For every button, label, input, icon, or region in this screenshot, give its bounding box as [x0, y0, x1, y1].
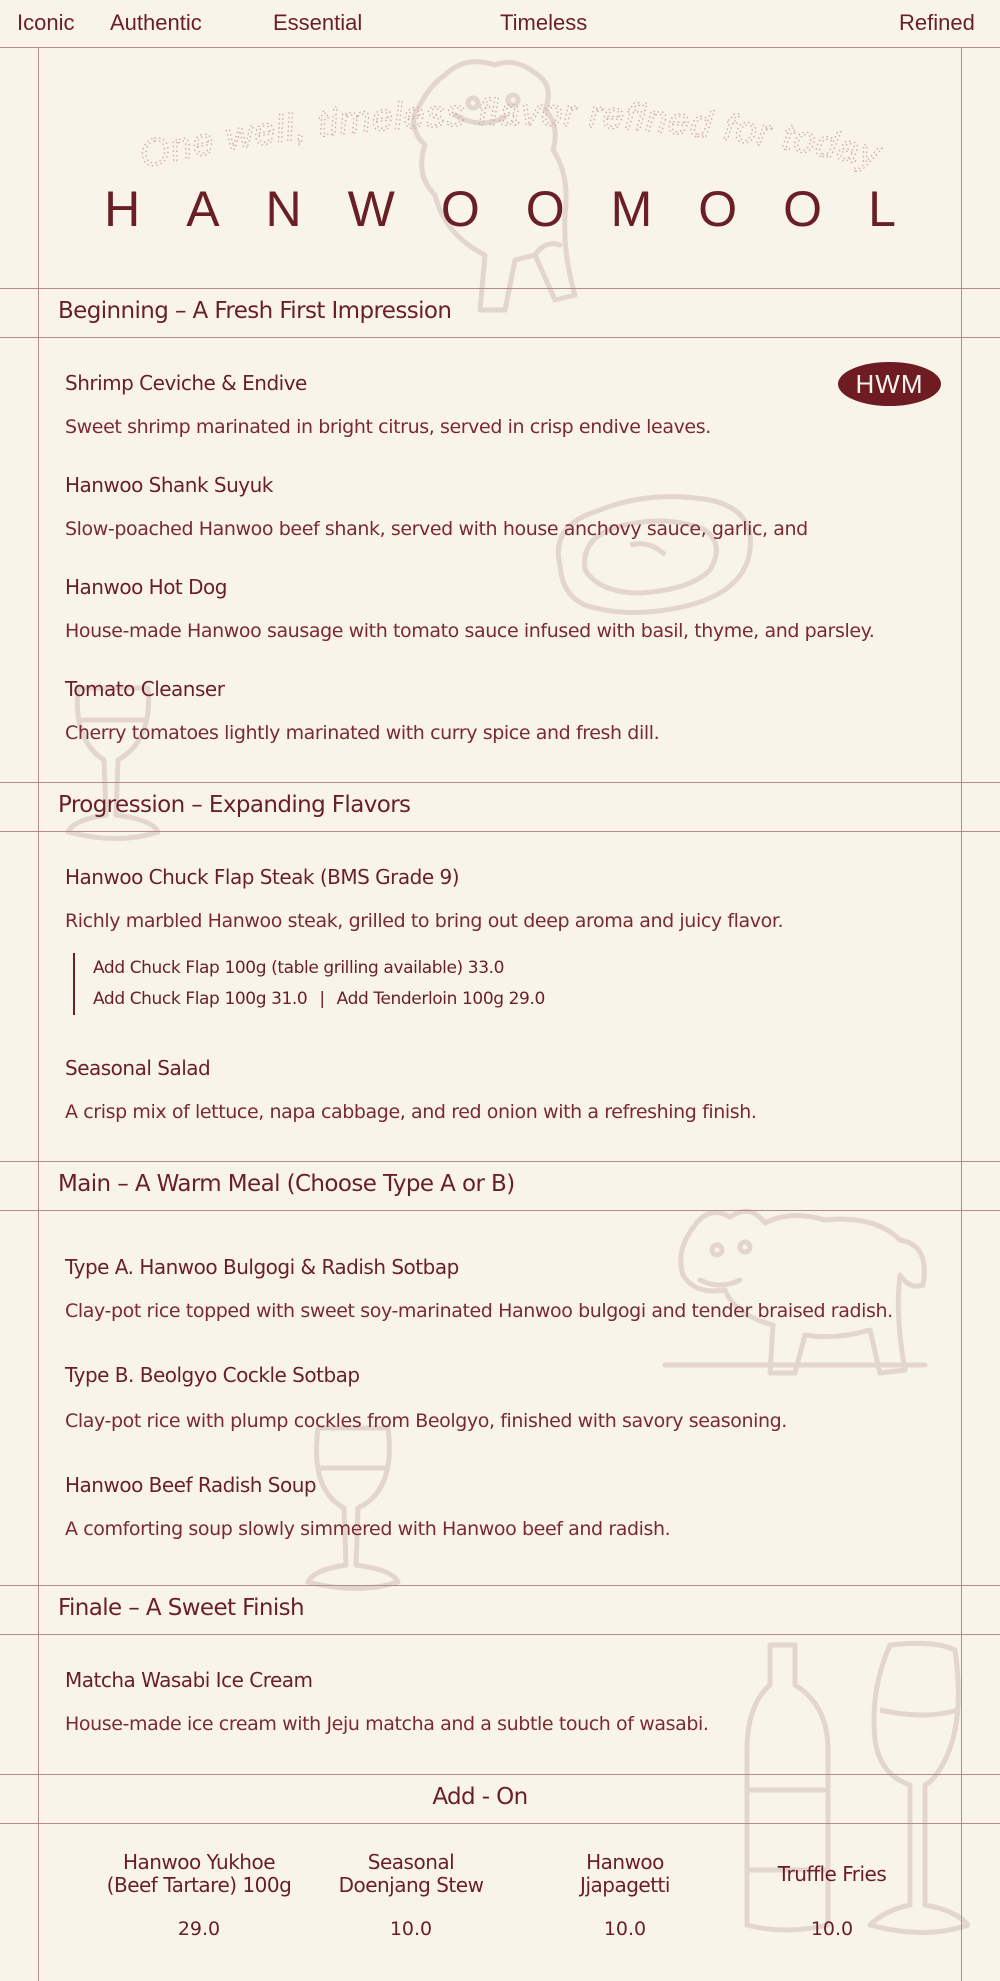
item-desc: Sweet shrimp marinated in bright citrus, served in crisp endive leaves. — [65, 416, 711, 438]
item-desc: A comforting soup slowly simmered with Hanwoo beef and radish. — [65, 1518, 671, 1540]
item-name: Type B. Beolgyo Cockle Sotbap — [65, 1363, 360, 1387]
addon-item — [732, 1850, 932, 1940]
addon-item-name: Hanwoo Yukhoe (Beef Tartare) 100g — [106, 1850, 292, 1897]
addon-line-2 — [93, 984, 545, 1015]
svg-text:One well, timeless flavor refi — [136, 92, 885, 177]
nav-timeless: Timeless — [500, 10, 588, 35]
section-title-beginning: Beginning – A Fresh First Impression — [58, 298, 452, 324]
addon-item-name: Hanwoo Jjapagetti — [580, 1850, 670, 1897]
steak-illustration — [540, 485, 760, 625]
section-title-progression: Progression – Expanding Flavors — [58, 792, 411, 818]
section-title-main: Main – A Warm Meal (Choose Type A or B) — [58, 1171, 515, 1197]
tagline-arc — [120, 70, 900, 190]
addon-separator: | — [319, 989, 325, 1009]
brand-title: HANWOOMOOL — [104, 181, 942, 237]
item-desc: Cherry tomatoes lightly marinated with curry spice and fresh dill. — [65, 722, 660, 744]
item-desc: House-made Hanwoo sausage with tomato sauce infused with basil, thyme, and parsley. — [65, 620, 875, 642]
top-nav — [0, 0, 1000, 48]
nav-essential: Essential — [273, 10, 363, 35]
nav-authentic: Authentic — [110, 10, 202, 35]
addon-item — [99, 1850, 299, 1940]
addon-item-price: 10.0 — [603, 1918, 647, 1940]
section-title-addon: Add - On — [432, 1784, 528, 1810]
wine-glass-illustration-2 — [298, 1420, 408, 1600]
item-name: Hanwoo Shank Suyuk — [65, 473, 273, 497]
item-desc: Clay-pot rice with plump cockles from Beolgyo, finished with savory seasoning. — [65, 1410, 787, 1432]
item-name: Hanwoo Chuck Flap Steak (BMS Grade 9) — [65, 865, 460, 889]
tagline-text: One well, timeless flavor refined for today — [135, 91, 885, 177]
item-desc: Richly marbled Hanwoo steak, grilled to bring out deep aroma and juicy flavor. — [65, 910, 784, 932]
item-name: Tomato Cleanser — [65, 677, 225, 701]
bull-illustration — [655, 1195, 935, 1380]
nav-iconic: Iconic — [17, 10, 75, 35]
hwm-badge: HWM — [838, 362, 941, 406]
nav-refined: Refined — [899, 10, 975, 35]
addon-line-1: Add Chuck Flap 100g (table grilling available) 33.0 — [93, 958, 505, 978]
item-name: Hanwoo Beef Radish Soup — [65, 1473, 317, 1497]
item-name: Type A. Hanwoo Bulgogi & Radish Sotbap — [65, 1255, 459, 1279]
item-desc: Slow-poached Hanwoo beef shank, served with house anchovy sauce, garlic, and — [65, 518, 808, 540]
wine-glass-illustration — [58, 680, 168, 850]
item-name: Shrimp Ceviche & Endive — [65, 371, 307, 395]
item-name: Hanwoo Hot Dog — [65, 575, 227, 599]
addon-tenderloin: Add Tenderloin 100g 29.0 — [336, 989, 545, 1009]
addon-chuck-flap: Add Chuck Flap 100g 31.0 — [93, 989, 308, 1009]
addon-item-price: 10.0 — [389, 1918, 433, 1940]
item-desc: Clay-pot rice topped with sweet soy-marinated Hanwoo bulgogi and tender braised radish. — [65, 1300, 893, 1322]
item-desc: House-made ice cream with Jeju matcha and a subtle touch of wasabi. — [65, 1713, 709, 1735]
item-name: Seasonal Salad — [65, 1056, 211, 1080]
item-desc: A crisp mix of lettuce, napa cabbage, and red onion with a refreshing finish. — [65, 1101, 757, 1123]
item-name: Matcha Wasabi Ice Cream — [65, 1668, 313, 1692]
addon-item-price: 10.0 — [810, 1918, 854, 1940]
addon-item-name: Seasonal Doenjang Stew — [338, 1850, 484, 1897]
section-title-finale: Finale – A Sweet Finish — [58, 1595, 305, 1621]
addon-item-price: 29.0 — [177, 1918, 221, 1940]
addon-item — [311, 1850, 511, 1940]
steak-addons — [73, 953, 545, 1015]
addon-item — [525, 1850, 725, 1940]
addon-item-name: Truffle Fries — [777, 1861, 887, 1886]
